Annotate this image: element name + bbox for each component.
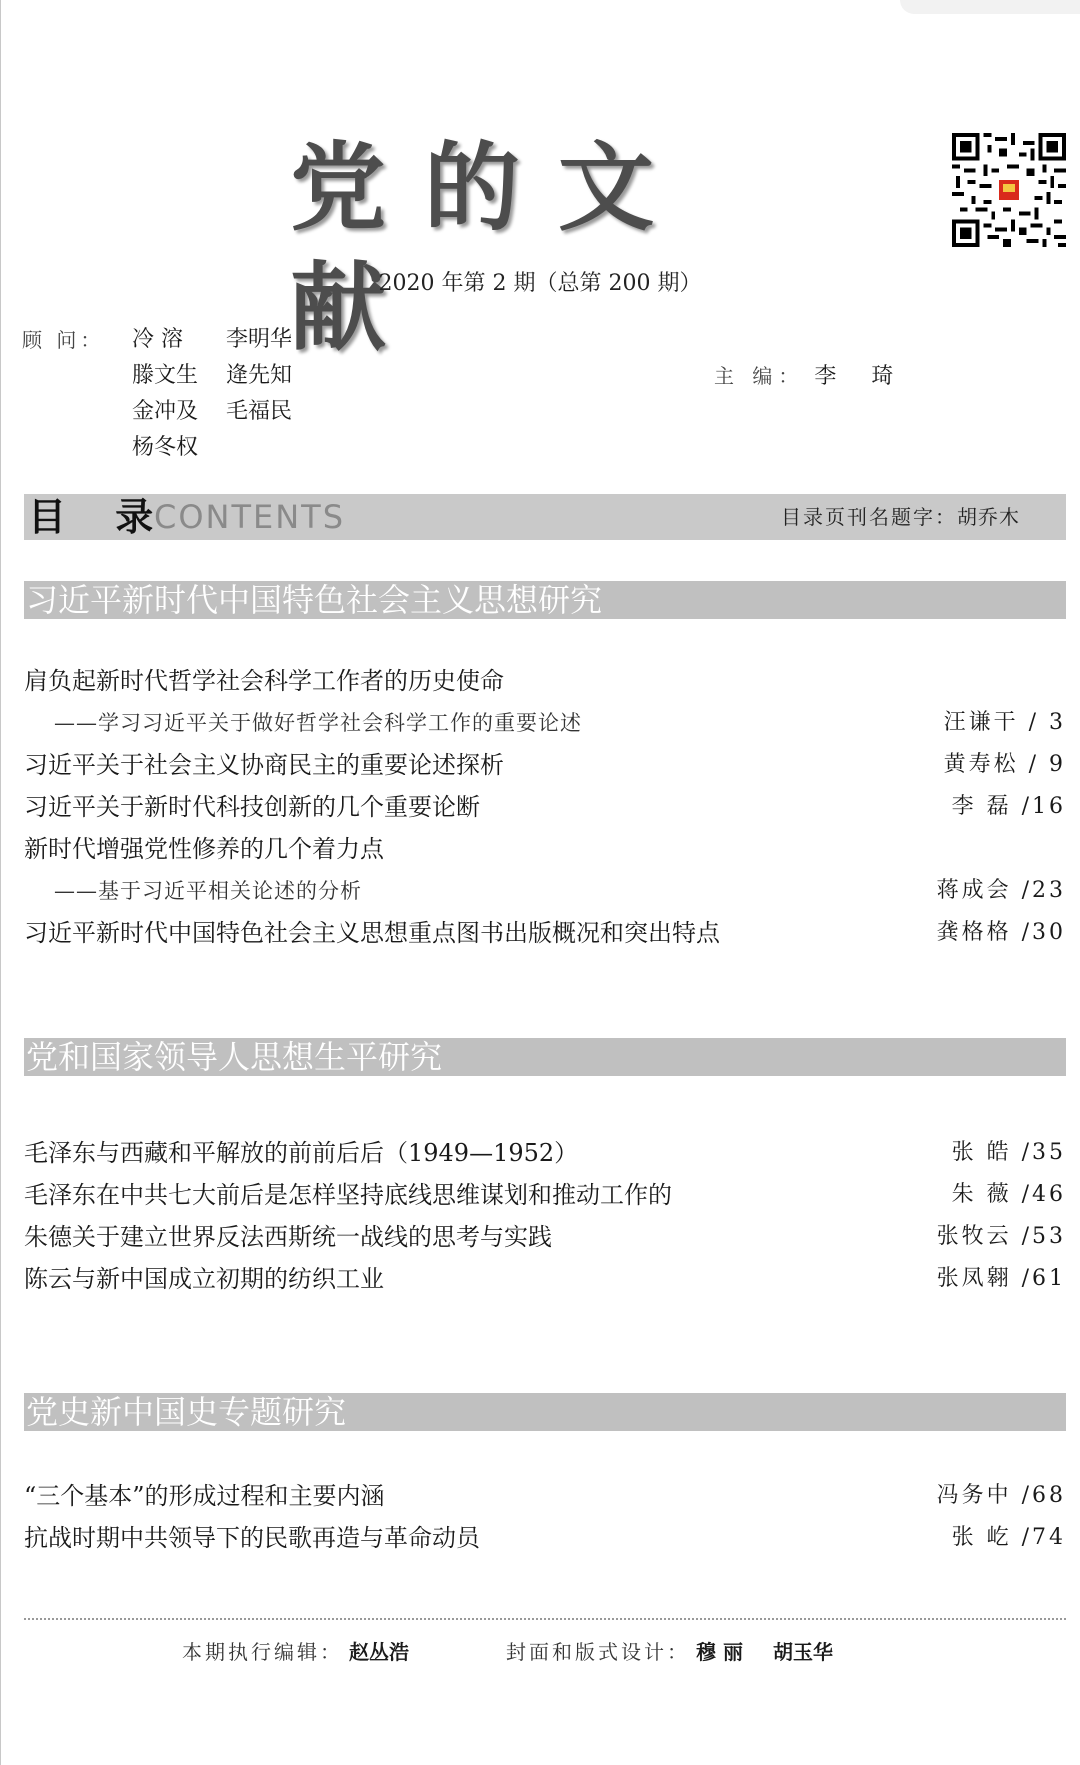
calligrapher-name: 胡乔木 [957, 505, 1020, 529]
contents-header [24, 494, 1066, 540]
section-header [24, 1393, 1066, 1431]
toc-entry-author-page: 黄寿松 / 9 [943, 752, 1066, 777]
toc-entry[interactable] [24, 1217, 1066, 1257]
toc-entry-title: 毛泽东与西藏和平解放的前前后后（1949—1952） [24, 1139, 579, 1167]
toc-entry-author-page: 龚格格 /30 [936, 920, 1066, 945]
advisers-row [132, 322, 320, 353]
chief-editor-name: 李 琦 [814, 364, 908, 389]
toc-entry-title: 肩负起新时代哲学社会科学工作者的历史使命 [24, 667, 504, 695]
toc-entry-author-page: 蒋成会 /23 [936, 878, 1066, 903]
adviser-name: 李明华 [226, 327, 293, 352]
toc-entry-title: 习近平新时代中国特色社会主义思想重点图书出版概况和突出特点 [24, 919, 720, 947]
toc-entry-subtitle[interactable] [24, 871, 1066, 911]
footer-divider [24, 1618, 1066, 1620]
page-edge [0, 0, 1, 1765]
adviser-name: 杨冬权 [132, 435, 199, 460]
designer-name: 穆 丽 [696, 1640, 743, 1664]
adviser-name: 冷 溶 [132, 327, 183, 352]
toc-entry[interactable] [24, 829, 1066, 869]
toc-entry-title: ——学习习近平关于做好哲学社会科学工作的重要论述 [54, 711, 582, 735]
calligraphy-label: 目录页刊名题字： [781, 505, 957, 529]
adviser-name: 滕文生 [132, 363, 199, 388]
toc-entry-title: 毛泽东在中共七大前后是怎样坚持底线思维谋划和推动工作的 [24, 1181, 672, 1209]
toc-entry[interactable] [24, 661, 1066, 701]
toc-entry[interactable] [24, 1175, 1066, 1215]
contents-title-en: CONTENTS [154, 498, 346, 536]
advisers-row [132, 430, 226, 461]
advisers-label: 顾 问： [22, 328, 105, 352]
section-header [24, 1038, 1066, 1076]
toc-entry-subtitle[interactable] [24, 703, 1066, 743]
toc-entry-author-page: 李 磊 /16 [951, 794, 1066, 819]
toc-entry-author-page: 冯务中 /68 [936, 1483, 1066, 1508]
adviser-name: 逄先知 [226, 363, 293, 388]
toc-entry[interactable] [24, 1476, 1066, 1516]
exec-editor-credit [182, 1636, 409, 1665]
toc-entry-title: 抗战时期中共领导下的民歌再造与革命动员 [24, 1524, 480, 1552]
chief-editor-label: 主 编： [714, 364, 805, 388]
toc-entry-author-page: 朱 薇 /46 [951, 1182, 1066, 1207]
adviser-name: 金冲及 [132, 399, 199, 424]
design-label: 封面和版式设计： [506, 1640, 690, 1664]
toc-entry-title: 新时代增强党性修养的几个着力点 [24, 835, 384, 863]
exec-editor-label: 本期执行编辑： [182, 1640, 343, 1664]
qr-code-icon[interactable] [952, 133, 1066, 247]
toc-entry[interactable] [24, 787, 1066, 827]
masthead-title: 党的文献 [290, 131, 692, 364]
toc-entry-title: 习近平关于新时代科技创新的几个重要论断 [24, 793, 480, 821]
advisers-row [132, 394, 320, 425]
issue-number: 2020 年第 2 期（总第 200 期） [378, 271, 702, 296]
toc-entry-title: “三个基本”的形成过程和主要内涵 [24, 1482, 385, 1510]
toc-entry[interactable] [24, 1518, 1066, 1558]
toc-entry[interactable] [24, 1133, 1066, 1173]
section-title: 党史新中国史专题研究 [26, 1393, 347, 1431]
toc-entry-title: 习近平关于社会主义协商民主的重要论述探析 [24, 751, 504, 779]
toc-entry[interactable] [24, 745, 1066, 785]
toc-entry[interactable] [24, 1259, 1066, 1299]
calligraphy-credit [781, 494, 1020, 540]
toc-entry-title: 陈云与新中国成立初期的纺织工业 [24, 1265, 384, 1293]
section-title: 党和国家领导人思想生平研究 [26, 1038, 443, 1076]
toc-entry-author-page: 张 屹 /74 [951, 1525, 1066, 1550]
contents-title-zh: 目 录 [28, 495, 172, 539]
toc-entry-title: 朱德关于建立世界反法西斯统一战线的思考与实践 [24, 1223, 552, 1251]
toc-entry-author-page: 汪谦干 / 3 [943, 710, 1066, 735]
page-corner-curl [900, 0, 1080, 14]
advisers-row [132, 358, 320, 389]
toc-entry-author-page: 张牧云 /53 [936, 1224, 1066, 1249]
section-title: 习近平新时代中国特色社会主义思想研究 [26, 581, 603, 619]
adviser-name: 毛福民 [226, 399, 293, 424]
toc-entry-author-page: 张凤翱 /61 [936, 1266, 1066, 1291]
design-credit [506, 1636, 833, 1665]
exec-editor-name: 赵丛浩 [349, 1640, 409, 1664]
toc-entry-title: ——基于习近平相关论述的分析 [54, 879, 362, 903]
section-header [24, 581, 1066, 619]
toc-entry[interactable] [24, 913, 1066, 953]
chief-editor [714, 359, 907, 390]
toc-entry-author-page: 张 皓 /35 [951, 1140, 1066, 1165]
designer-name: 胡玉华 [772, 1640, 833, 1664]
